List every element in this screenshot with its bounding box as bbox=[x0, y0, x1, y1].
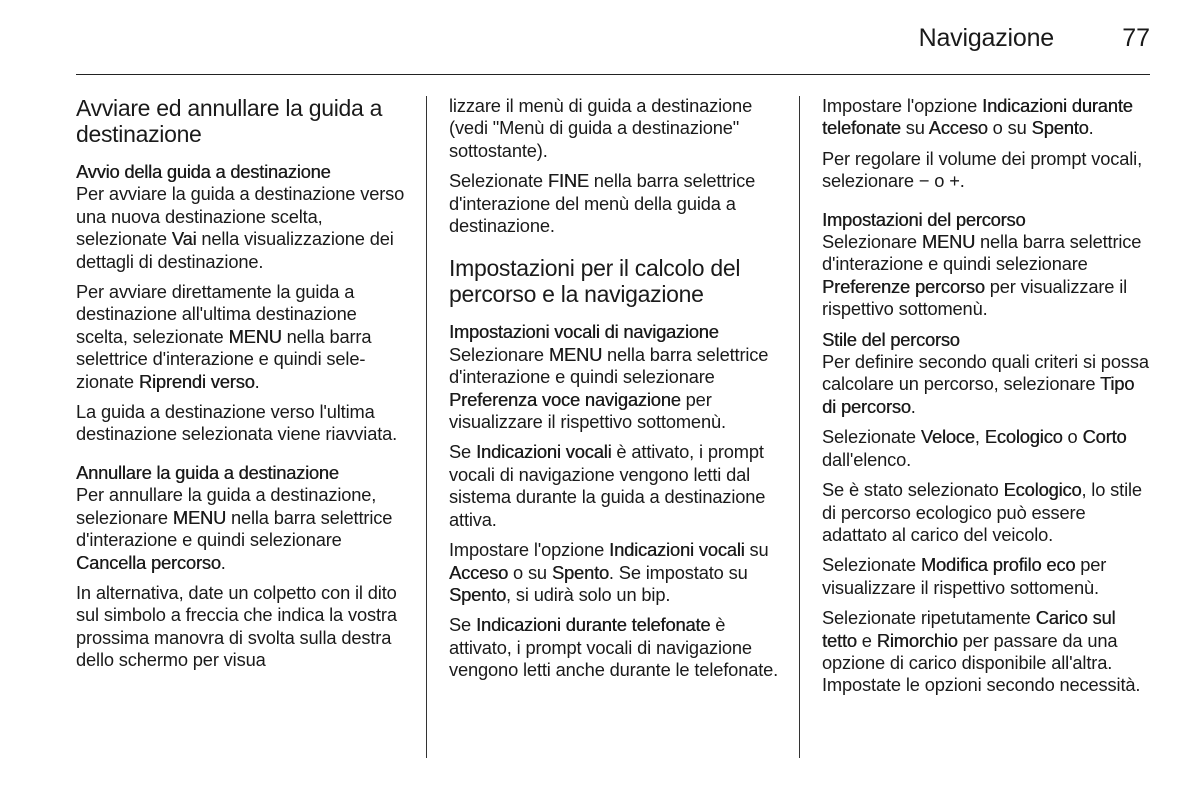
keyword: Spento bbox=[449, 583, 507, 605]
subsection-title: Impostazioni vocali di navigazione bbox=[449, 321, 719, 343]
column-divider-1 bbox=[426, 96, 427, 758]
text: e bbox=[856, 629, 877, 651]
paragraph bbox=[822, 607, 1152, 697]
paragraph bbox=[76, 183, 406, 273]
text: dall'elenco. bbox=[822, 448, 912, 470]
keyword: Cancella percorso bbox=[76, 551, 221, 573]
paragraph bbox=[449, 539, 779, 606]
keyword: Corto bbox=[1082, 426, 1127, 448]
paragraph: In alternativa, date un colpetto con il dito sul simbolo a freccia che indica la vostra prossima manovra di svolta sulla destra dello schermo per visua bbox=[76, 581, 397, 671]
text: . bbox=[220, 551, 226, 573]
text: per visualizzare il rispettivo sottomenù. bbox=[822, 275, 1128, 320]
subsection-title: Impostazioni del percorso bbox=[822, 208, 1026, 230]
text: Se è stato selezionato bbox=[822, 479, 1004, 501]
section-heading: Avviare ed annullare la guida a destinazione bbox=[76, 95, 383, 147]
text: Selezionare bbox=[822, 231, 922, 253]
paragraph: La guida a destinazione verso l'ultima destinazione selezionata viene riavviata. bbox=[76, 401, 398, 445]
text: o bbox=[929, 170, 950, 192]
keyword: MENU bbox=[548, 343, 603, 365]
paragraph bbox=[76, 281, 406, 393]
paragraph bbox=[449, 170, 779, 237]
text: per visualizzare il rispettivo sottomenù. bbox=[449, 388, 726, 433]
paragraph: lizzare il menù di guida a destinazione (vedi "Menù di guida a destinazione" sottostante). bbox=[449, 95, 753, 161]
paragraph bbox=[822, 479, 1152, 546]
text: per passare da una opzione di carico disponibile all'altra. Impostate le opzioni secondo necessità. bbox=[822, 629, 1141, 696]
text: o su bbox=[987, 117, 1032, 139]
subsection-title: Stile del percorso bbox=[822, 328, 960, 350]
keyword: Indicazioni durante telefonate bbox=[476, 614, 711, 636]
keyword: Preferenze percorso bbox=[822, 275, 985, 297]
paragraph bbox=[822, 351, 1152, 418]
text: Per regolare il volume dei prompt vocali, selezionare bbox=[822, 147, 1143, 192]
keyword: MENU bbox=[921, 231, 976, 253]
paragraph bbox=[822, 148, 1152, 193]
text: , bbox=[974, 426, 985, 448]
text: Per avviare direttamente la guida a destinazione all'ultima destinazione scelta, selezionate bbox=[76, 281, 357, 347]
paragraph bbox=[822, 231, 1152, 321]
plus-icon: + bbox=[949, 170, 960, 192]
text: nella barra selettrice d'interazione del menù della guida a destinazione. bbox=[449, 170, 756, 237]
keyword: Indicazioni durante telefonate bbox=[822, 95, 1133, 139]
text: è attivato, i prompt vocali di navigazione vengono letti anche durante le telefonate. bbox=[449, 614, 779, 681]
text: Selezionate ripetutamente bbox=[822, 607, 1036, 629]
text: Per definire secondo quali criteri si possa calcolare un percorso, selezionare bbox=[822, 351, 1149, 395]
keyword: Vai bbox=[171, 228, 197, 250]
keyword: MENU bbox=[228, 325, 282, 347]
column-1 bbox=[76, 95, 406, 680]
text: . Se impostato su bbox=[608, 561, 748, 583]
keyword: Indicazioni vocali bbox=[476, 441, 612, 463]
page-number: 77 bbox=[1122, 24, 1150, 52]
text: o bbox=[1062, 426, 1083, 448]
text: Selezionate bbox=[822, 554, 921, 576]
text: nella barra selettrice d'interazione e quindi selezionare bbox=[822, 231, 1142, 275]
paragraph bbox=[449, 614, 779, 681]
text: o su bbox=[508, 561, 552, 583]
text: Selezionate bbox=[449, 170, 548, 192]
paragraph bbox=[822, 554, 1152, 599]
keyword: Acceso bbox=[928, 117, 988, 139]
text: Per avviare la guida a destinazione verso una nuova destinazione scelta, selezionate bbox=[76, 183, 405, 250]
keyword: Spento bbox=[1031, 117, 1089, 139]
paragraph bbox=[449, 344, 779, 434]
section-title: Navigazione bbox=[918, 24, 1054, 52]
header-rule bbox=[76, 74, 1150, 75]
paragraph bbox=[822, 95, 1152, 140]
text: Selezionare bbox=[449, 343, 549, 365]
keyword: FINE bbox=[547, 170, 589, 192]
text: Se bbox=[449, 441, 476, 463]
text: è attivato, i prompt vocali di navigazione vengono letti dal sistema durante la guida a destinazione attiva. bbox=[449, 441, 766, 530]
column-3 bbox=[822, 95, 1152, 705]
keyword: Modifica profilo eco bbox=[920, 554, 1076, 576]
page-header bbox=[76, 24, 1150, 56]
text: Impostare l'opzione bbox=[822, 95, 983, 116]
keyword: Carico sul tetto bbox=[822, 607, 1116, 651]
keyword: Indicazioni vocali bbox=[609, 539, 745, 561]
keyword: Acceso bbox=[449, 561, 509, 583]
paragraph bbox=[822, 426, 1152, 471]
text: . bbox=[254, 370, 260, 392]
text: su bbox=[900, 117, 929, 139]
text: nella barra selettrice d'interazione e quindi selezionare bbox=[76, 506, 393, 551]
text: , si udirà solo un bip. bbox=[506, 583, 671, 605]
text: Selezionate bbox=[822, 426, 921, 448]
subsection-title: Avvio della guida a destinazione bbox=[76, 161, 331, 182]
text: . bbox=[959, 170, 965, 192]
text: . bbox=[1088, 117, 1094, 139]
column-2 bbox=[449, 95, 779, 690]
text: nella barra selettrice d'interazione e quindi selezionate bbox=[76, 325, 372, 392]
keyword: Tipo di percorso bbox=[822, 373, 1135, 417]
text: nella visualizzazione dei dettagli di destinazione. bbox=[76, 228, 394, 272]
subsection-title: Annullare la guida a destinazione bbox=[76, 461, 339, 483]
text: Se bbox=[449, 614, 476, 636]
keyword: MENU bbox=[172, 506, 227, 528]
text: . bbox=[910, 395, 916, 417]
keyword: Ecologico bbox=[984, 426, 1063, 448]
minus-icon: − bbox=[918, 170, 930, 192]
text: nella barra selettrice d'interazione e quindi selezionare bbox=[449, 343, 769, 388]
text: , lo stile di percorso ecologico può essere adattato al carico del veicolo. bbox=[822, 479, 1142, 545]
text: per visualizzare il rispettivo sottomenù. bbox=[822, 554, 1107, 598]
text: Per annullare la guida a destinazione, selezionare bbox=[76, 484, 377, 528]
text: Impostare l'opzione bbox=[449, 539, 610, 561]
keyword: Ecologico bbox=[1003, 479, 1082, 501]
keyword: Veloce bbox=[920, 426, 975, 448]
text: su bbox=[744, 539, 769, 561]
keyword: Spento bbox=[551, 561, 609, 583]
keyword: Rimorchio bbox=[876, 629, 958, 651]
keyword: Riprendi verso bbox=[138, 370, 255, 392]
paragraph bbox=[76, 484, 406, 574]
column-divider-2 bbox=[799, 96, 800, 758]
paragraph bbox=[449, 441, 779, 531]
section-heading: Impostazioni per il calcolo del percorso e la navigazione bbox=[449, 255, 741, 308]
keyword: Preferenza voce navigazione bbox=[449, 388, 681, 410]
